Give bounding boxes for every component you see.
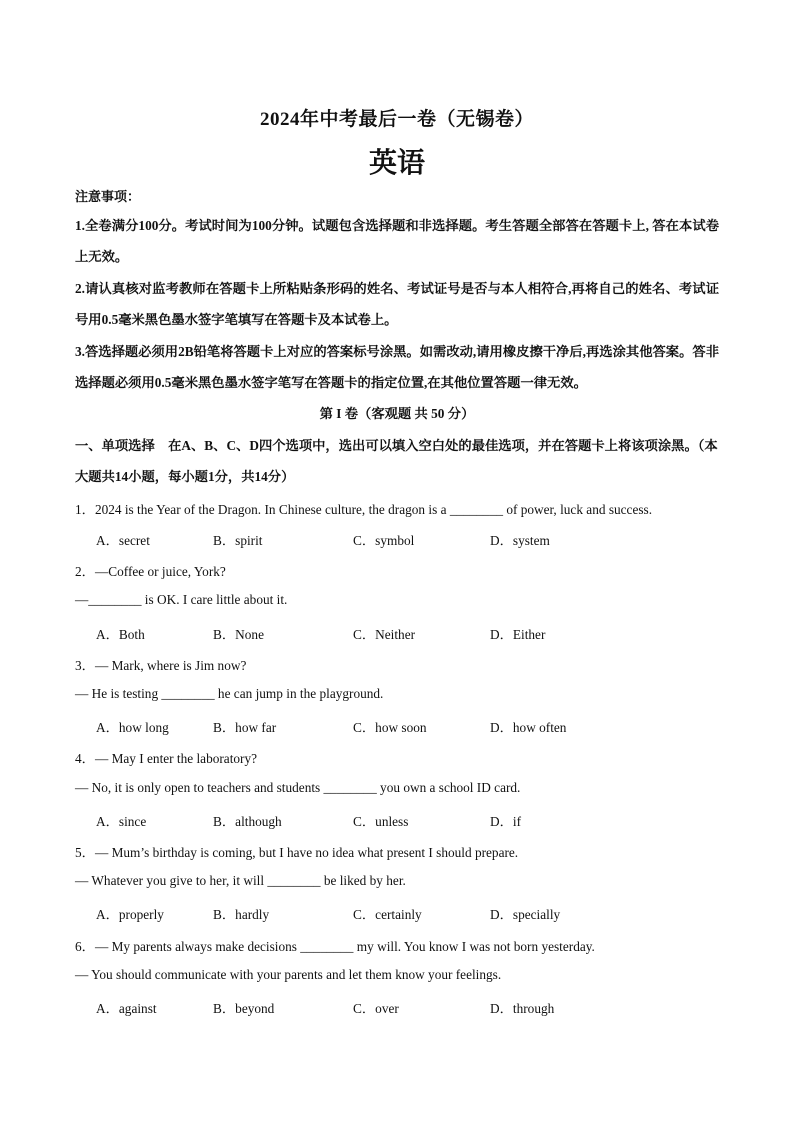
question-6-option-a: A．against xyxy=(96,1001,157,1016)
section-title: 第 I 卷（客观题 共 50 分） xyxy=(319,406,475,421)
question-5-stem: 5．— Mum’s birthday is coming, but I have no idea what present I should prepare. xyxy=(75,845,519,860)
question-5-response: — Whatever you give to her, it will ________ be liked by her. xyxy=(75,873,406,888)
question-6-response: — You should communicate with your parents and let them know your feelings. xyxy=(75,967,502,982)
question-2-option-d: D．Either xyxy=(490,627,546,642)
question-1-option-b: B．spirit xyxy=(213,533,263,548)
question-6-option-c: C．over xyxy=(353,1001,399,1016)
question-3-response: — He is testing ________ he can jump in the playground. xyxy=(75,686,384,701)
question-2-option-c: C．Neither xyxy=(353,627,416,642)
question-4-option-c: C．unless xyxy=(353,814,409,829)
question-2-option-b: B．None xyxy=(213,627,264,642)
question-5-option-c: C．certainly xyxy=(353,907,422,922)
question-4-option-b: B．although xyxy=(213,814,282,829)
question-4-stem: 4．— May I enter the laboratory? xyxy=(75,751,258,766)
part-one-instructions: 一、单项选择 在A、B、C、D四个选项中，选出可以填入空白处的最佳选项，并在答题卡上将该项涂黑。（本大题共14小题，每小题1分，共14分） xyxy=(75,438,718,484)
question-3-option-c: C．how soon xyxy=(353,720,427,735)
notice-heading: 注意事项： xyxy=(75,189,141,204)
question-1-stem: 1．2024 is the Year of the Dragon. In Chinese culture, the dragon is a ________ of power, luck and success. xyxy=(75,502,653,517)
exam-title: 2024年中考最后一卷（无锡卷） xyxy=(259,109,534,130)
question-6-option-d: D．through xyxy=(490,1001,555,1016)
notice-item-2: 2.请认真核对监考教师在答题卡上所粘贴条形码的姓名、考试证号是否与本人相符合,再将自己的姓名、考试证号用0.5毫米黑色墨水签字笔填写在答题卡及本试卷上。 xyxy=(75,281,719,327)
question-3-option-b: B．how far xyxy=(213,720,277,735)
question-4-option-d: D．if xyxy=(490,814,522,829)
question-5-option-a: A．properly xyxy=(96,907,164,922)
question-5-option-b: B．hardly xyxy=(213,907,270,922)
question-6-stem: 6．— My parents always make decisions ________ my will. You know I was not born yesterday. xyxy=(75,939,595,954)
question-2-stem: 2．—Coffee or juice, York? xyxy=(75,564,226,579)
question-2-option-a: A．Both xyxy=(96,627,145,642)
question-4-response: — No, it is only open to teachers and students ________ you own a school ID card. xyxy=(75,780,521,795)
question-3-option-d: D．how often xyxy=(490,720,567,735)
question-3-stem: 3．— Mark, where is Jim now? xyxy=(75,658,247,673)
question-2-response: —________ is OK. I care little about it. xyxy=(75,592,288,607)
question-4-option-a: A．since xyxy=(96,814,147,829)
question-1-option-d: D．system xyxy=(490,533,550,548)
question-5-option-d: D．specially xyxy=(490,907,561,922)
question-1-option-c: C．symbol xyxy=(353,533,415,548)
question-6-option-b: B．beyond xyxy=(213,1001,275,1016)
question-1-option-a: A．secret xyxy=(96,533,150,548)
notice-item-3: 3.答选择题必须用2B铅笔将答题卡上对应的答案标号涂黑。如需改动,请用橡皮擦干净后,再选涂其他答案。答非选择题必须用0.5毫米黑色墨水签字笔写在答题卡的指定位置,在其他位置答题一律无效。 xyxy=(75,344,719,390)
notice-item-1: 1.全卷满分100分。考试时间为100分钟。试题包含选择题和非选择题。考生答题全部答在答题卡上, 答在本试卷上无效。 xyxy=(75,218,719,264)
subject-title: 英语 xyxy=(368,146,425,179)
question-3-option-a: A．how long xyxy=(96,720,169,735)
